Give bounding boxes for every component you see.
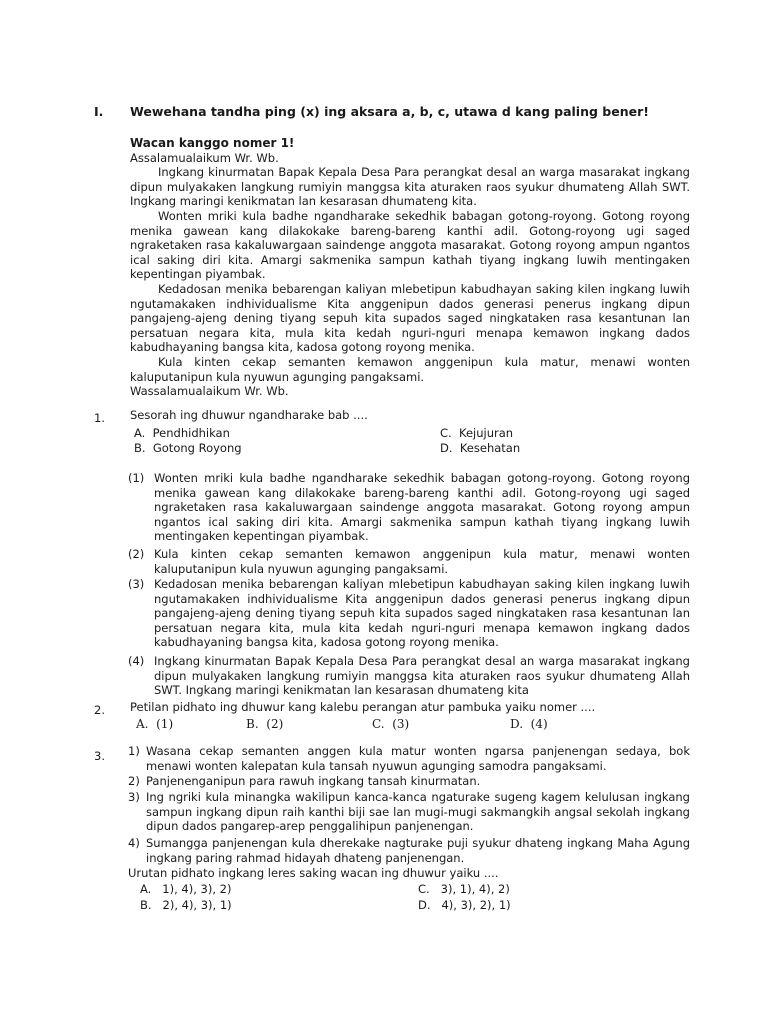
question-3-item-4: 4) Sumangga panjenengan kula dherekake nagturake puji syukur dhateng ingkang Maha Agung ingkang paring rahmad hidayah dhateng panjenengan. xyxy=(128,836,690,865)
reading-passage xyxy=(130,136,690,399)
question-3-text: Urutan pidhato ingkang leres saking wacan ing dhuwur yaiku .... xyxy=(128,866,499,880)
section-number: I. xyxy=(94,104,104,119)
question-2-excerpt-2: (2) Kula kinten cekap semanten kemawon anggenipun kula matur, menawi wonten kaluputanipun kula nyuwun agunging pangaksami. xyxy=(128,547,690,576)
question-1-option-b[interactable]: B. Gotong Royong xyxy=(134,441,242,455)
question-1-text: Sesorah ing dhuwur ngandharake bab .... xyxy=(130,408,368,422)
question-3-option-c[interactable]: C. 3), 1), 4), 2) xyxy=(418,882,510,896)
question-1-option-a[interactable]: A. Pendhidhikan xyxy=(134,426,230,440)
question-3-item-3: 3) Ing ngriki kula minangka wakilipun kanca-kanca ngaturake sugeng kagem kelulusan ingkang sampun ingkang dipun raih kanthi biji sae lan mugi-mugi sakmangkih angsal sekolah ingkang dipun dados pangarep-arep penggalihipun panjenengan. xyxy=(128,790,690,834)
question-1-option-d[interactable]: D. Kesehatan xyxy=(440,441,521,455)
question-3-option-a[interactable]: A. 1), 4), 3), 2) xyxy=(140,882,232,896)
question-2-option-d[interactable]: D. (4) xyxy=(510,717,548,731)
reading-paragraph-4: Kula kinten cekap semanten kemawon anggenipun kula matur, menawi wonten kaluputanipun kula nyuwun agunging pangaksami. xyxy=(130,354,690,384)
question-2-option-a[interactable]: A. (1) xyxy=(136,717,174,731)
question-2-excerpt-4: (4) Ingkang kinurmatan Bapak Kepala Desa Para perangkat desal an warga masarakat ingkang dipun mulyakaken langkung rumiyin manggsa kita aturaken raos syukur dhumateng Allah SWT. Ingkang maringi kenikmatan lan kesarasan dhumateng kita xyxy=(128,654,690,698)
question-2-option-b[interactable]: B. (2) xyxy=(246,717,284,731)
question-2-text: Petilan pidhato ing dhuwur kang kalebu perangan atur pambuka yaiku nomer .... xyxy=(130,700,596,714)
question-2-excerpt-3: (3) Kedadosan menika bebarengan kaliyan mlebetipun kabudhayan saking kilen ingkang luwih ngutamakaken indhividualisme Kita anggenipun dados generasi penerus ingkang dipun pangajeng-ajeng dening tiyang sepuh kita supados saged ningkataken rasa kesantunan lan persatuan negara kita, mula kita kedah nguri-nguri menapa kemawon ingkang dados kabudhayaning bangsa kita, kadosa gotong royong menika. xyxy=(128,577,690,650)
section-instruction: Wewehana tandha ping (x) ing aksara a, b, c, utawa d kang paling bener! xyxy=(130,104,649,119)
reading-closing: Wassalamualaikum Wr. Wb. xyxy=(130,384,289,399)
reading-title: Wacan kanggo nomer 1! xyxy=(130,136,295,150)
question-3-item-2: 2) Panjenenganipun para rawuh ingkang tansah kinurmatan. xyxy=(128,774,481,788)
question-1-option-c[interactable]: C. Kejujuran xyxy=(440,426,514,440)
question-3-option-b[interactable]: B. 2), 4), 3), 1) xyxy=(140,898,232,912)
question-2-number: 2. xyxy=(94,703,105,717)
question-2-excerpt-1: (1) Wonten mriki kula badhe ngandharake sekedhik babagan gotong-royong. Gotong royong menika gawean kang dilakokake bareng-bareng kanthi adil. Gotong-royong ugi saged ngraketaken rasa kakaluwargaan saindenge anggota masarakat. Gotong royong ampun ngantos ical saking diri kita. Amargi sakmenika sampun kathah tiyang ingkang luwih mentingaken kepentingan piyambak. xyxy=(128,471,690,544)
question-3-option-d[interactable]: D. 4), 3), 2), 1) xyxy=(418,898,511,912)
reading-paragraph-3: Kedadosan menika bebarengan kaliyan mlebetipun kabudhayan saking kilen ingkang luwih ngutamakaken indhividualisme Kita anggenipun dados generasi penerus ingkang dipun pangajeng-ajeng dening tiyang sepuh kita supados saged ningkataken rasa kesantunan lan persatuan negara kita, mula kita kedah nguri-nguri menapa kemawon ingkang dados kabudhayaning bangsa kita, kadosa gotong royong menika. xyxy=(130,281,690,355)
question-1-number: 1. xyxy=(94,411,105,425)
reading-paragraph-1: Ingkang kinurmatan Bapak Kepala Desa Para perangkat desal an warga masarakat ingkang dipun mulyakaken langkung rumiyin manggsa kita aturaken raos syukur dhumateng Allah SWT. Ingkang maringi kenikmatan lan kesarasan dhumateng kita. xyxy=(130,165,690,209)
reading-paragraph-2: Wonten mriki kula badhe ngandharake sekedhik babagan gotong-royong. Gotong royong menika gawean kang dilakokake bareng-bareng kanthi adil. Gotong-royong ugi saged ngraketaken rasa kakaluwargaan saindenge anggota masarakat. Gotong royong ampun ngantos ical saking diri kita. Amargi sakmenika sampun kathah tiyang ingkang luwih mentingaken kepentingan piyambak. xyxy=(130,208,690,282)
question-2-option-c[interactable]: C. (3) xyxy=(372,717,410,731)
question-3-number: 3. xyxy=(94,749,105,763)
reading-greeting: Assalamualaikum Wr. Wb. xyxy=(130,150,279,165)
question-3-item-1: 1) Wasana cekap semanten anggen kula matur wonten ngarsa panjenengan sedaya, bok menawi wonten kalepatan kula tansah nyuwun agunging samodra pangaksami. xyxy=(128,744,690,773)
